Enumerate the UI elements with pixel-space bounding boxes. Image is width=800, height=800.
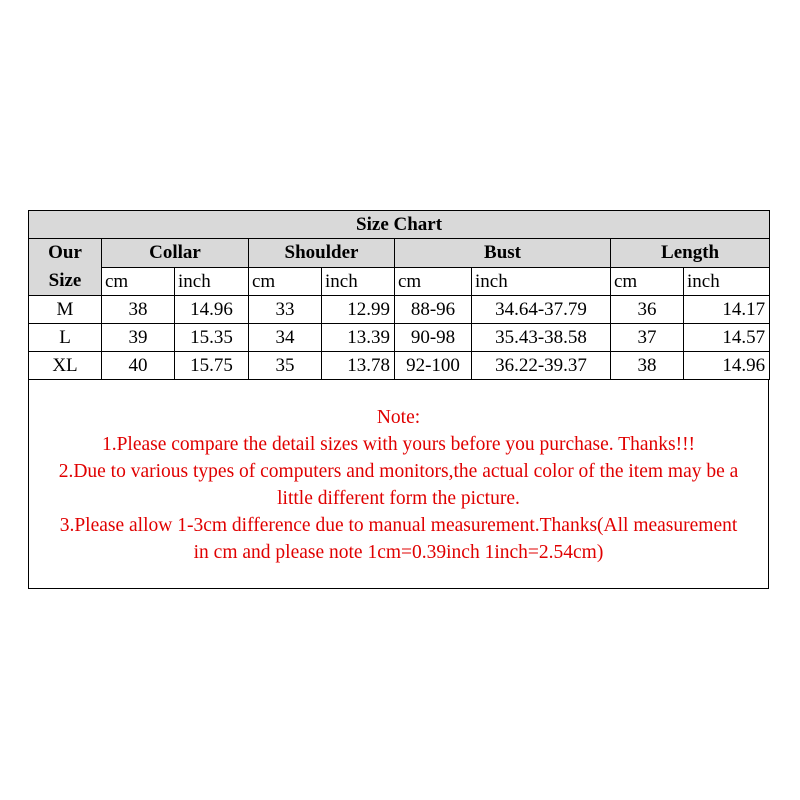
unit-header: inch bbox=[684, 267, 770, 296]
note-line-2b: little different form the picture. bbox=[277, 488, 520, 509]
table-cell: 15.75 bbox=[175, 352, 249, 380]
table-cell: 13.39 bbox=[322, 324, 395, 352]
unit-header: inch bbox=[322, 267, 395, 296]
corner-line-2: Size bbox=[48, 270, 82, 291]
table-cell: 38 bbox=[102, 296, 175, 324]
table-cell: 35 bbox=[249, 352, 322, 380]
table-row bbox=[29, 296, 770, 324]
unit-header: inch bbox=[175, 267, 249, 296]
table-cell: 14.17 bbox=[684, 296, 770, 324]
unit-header: cm bbox=[102, 267, 175, 296]
note-line-2a: 2.Due to various types of computers and monitors,the actual color of the item may be a bbox=[58, 461, 739, 482]
table-cell: 90-98 bbox=[395, 324, 472, 352]
table-cell: 88-96 bbox=[395, 296, 472, 324]
unit-header: cm bbox=[395, 267, 472, 296]
table-cell: 38 bbox=[611, 352, 684, 380]
title-row bbox=[29, 211, 770, 239]
table-row bbox=[29, 324, 770, 352]
note-heading: Note: bbox=[376, 407, 421, 428]
unit-header: inch bbox=[472, 267, 611, 296]
table-cell: 14.57 bbox=[684, 324, 770, 352]
size-label: M bbox=[29, 296, 102, 324]
table-cell: 39 bbox=[102, 324, 175, 352]
corner-line-1: Our bbox=[48, 242, 82, 263]
table-cell: 14.96 bbox=[684, 352, 770, 380]
size-chart bbox=[28, 210, 769, 589]
table-cell: 34.64-37.79 bbox=[472, 296, 611, 324]
group-header-row bbox=[29, 239, 770, 268]
note-line-1: 1.Please compare the detail sizes with yours before you purchase. Thanks!!! bbox=[101, 434, 696, 455]
note-line-3b: in cm and please note 1cm=0.39inch 1inch=2.54cm) bbox=[193, 542, 604, 563]
table-cell: 12.99 bbox=[322, 296, 395, 324]
group-header-bust: Bust bbox=[395, 239, 611, 268]
table-row bbox=[29, 352, 770, 380]
table-cell: 36 bbox=[611, 296, 684, 324]
size-chart-table bbox=[28, 210, 770, 380]
table-cell: 15.35 bbox=[175, 324, 249, 352]
note-line-3a: 3.Please allow 1-3cm difference due to manual measurement.Thanks(All measurement bbox=[59, 515, 738, 536]
table-cell: 40 bbox=[102, 352, 175, 380]
table-cell: 14.96 bbox=[175, 296, 249, 324]
size-label: L bbox=[29, 324, 102, 352]
table-cell: 37 bbox=[611, 324, 684, 352]
table-cell: 13.78 bbox=[322, 352, 395, 380]
table-cell: 92-100 bbox=[395, 352, 472, 380]
group-header-shoulder: Shoulder bbox=[249, 239, 395, 268]
group-header-collar: Collar bbox=[102, 239, 249, 268]
unit-header-row bbox=[29, 267, 770, 296]
group-header-length: Length bbox=[611, 239, 770, 268]
unit-header: cm bbox=[249, 267, 322, 296]
table-cell: 34 bbox=[249, 324, 322, 352]
size-label: XL bbox=[29, 352, 102, 380]
notes-panel bbox=[28, 380, 769, 589]
table-cell: 33 bbox=[249, 296, 322, 324]
table-cell: 36.22-39.37 bbox=[472, 352, 611, 380]
size-corner-header bbox=[29, 239, 102, 296]
table-cell: 35.43-38.58 bbox=[472, 324, 611, 352]
chart-title: Size Chart bbox=[29, 211, 770, 239]
unit-header: cm bbox=[611, 267, 684, 296]
